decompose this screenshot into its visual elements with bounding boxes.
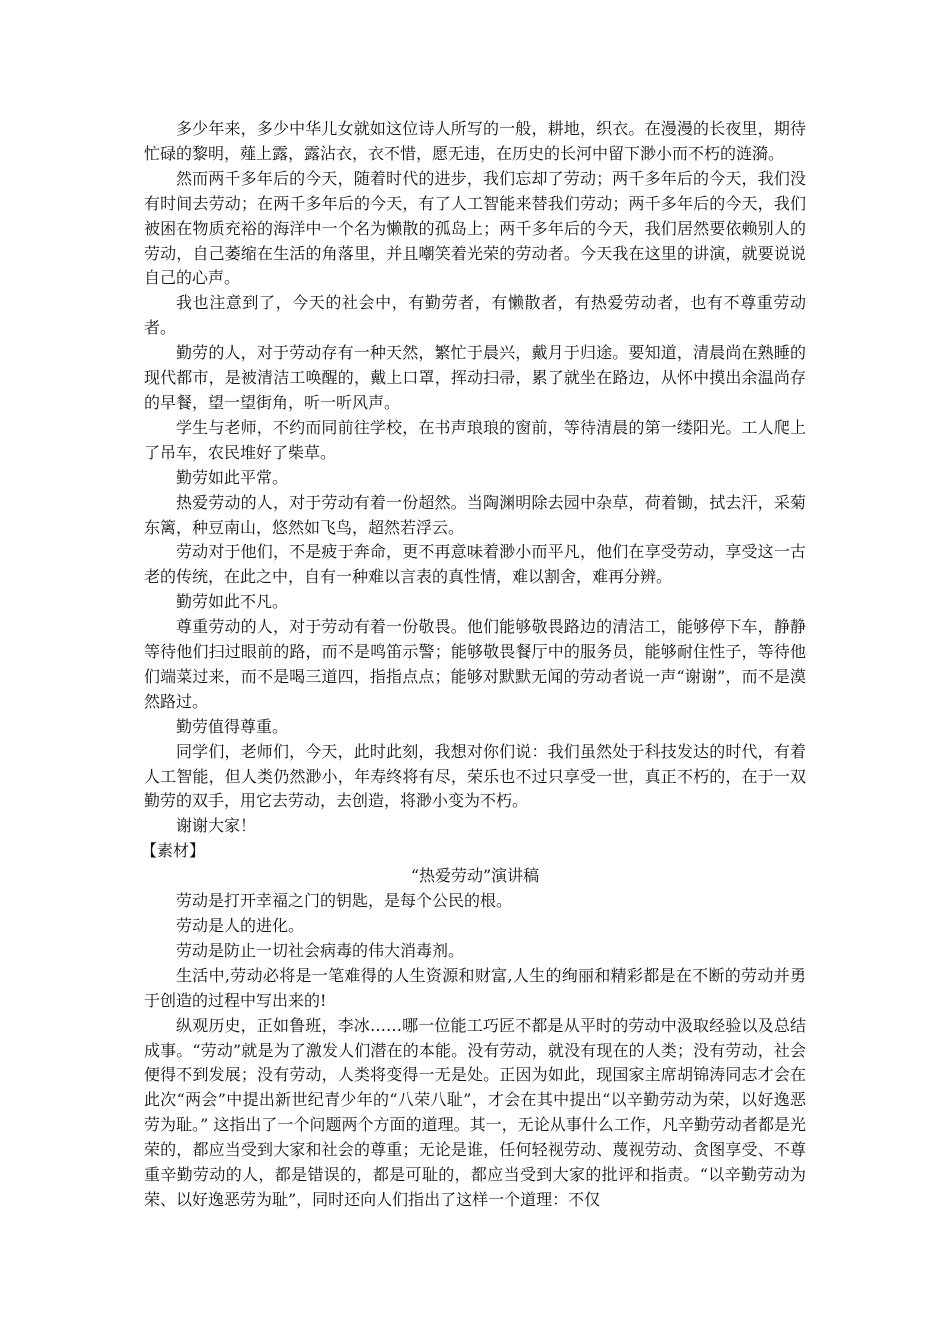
speech-paragraph: 我也注意到了，今天的社会中，有勤劳者，有懒散者，有热爱劳动者，也有不尊重劳动者。	[144, 293, 806, 338]
speech-paragraph: 劳动对于他们，不是疲于奔命，更不再意味着渺小而平凡，他们在享受劳动，享受这一古老的传统，在此之中，自有一种难以言表的真性情，难以割舍，难再分辨。	[144, 542, 806, 587]
document-page	[141, 117, 806, 1213]
speech-paragraph: 勤劳如此平常。	[176, 467, 289, 487]
speech-paragraph: 多少年来，多少中华儿女就如这位诗人所写的一般，耕地，织衣。在漫漫的长夜里，期待忙碌的黎明，薤上露，露沾衣，衣不惜，愿无违，在历史的长河中留下渺小而不朽的涟漪。	[144, 119, 806, 163]
speech-paragraph: 学生与老师，不约而同前往学校，在书声琅琅的窗前，等待清晨的第一缕阳光。工人爬上了吊车，农民堆好了柴草。	[144, 417, 806, 462]
material-paragraph: 劳动是人的进化。	[176, 916, 305, 935]
speech-paragraph: 勤劳的人，对于劳动存有一种天然，繁忙于晨兴，戴月于归途。要知道，清晨尚在熟睡的现代都市，是被清洁工唤醒的，戴上口罩，挥动扫帚，累了就坐在路边，从怀中摸出余温尚存的早餐，望一望街角，听一听风声。	[144, 343, 806, 412]
material-paragraph: 纵观历史，正如鲁班，李冰……哪一位能工巧匠不都是从平时的劳动中汲取经验以及总结成事。“劳动”就是为了激发人们潜在的本能。没有劳动，就没有现在的人类；没有劳动，社会便得不到发展；没有劳动，人类将变得一无是处。正因为如此，现国家主席胡锦涛同志才会在此次“两会”中提出新世纪青少年的“八荣八耻”，才会在其中提出“以辛勤劳动为荣，以好逸恶劳为耻。” 这指出了一个问题两个方面的道理。其一，无论从事什么工作，凡辛勤劳动者都是光荣的，都应当受到大家和社会的尊重；无论是谁，任何轻视劳动、蔑视劳动、贪图享受、不尊重辛勤劳动的人，都是错误的，都是可耻的，都应当受到大家的批评和指责。“以辛勤劳动为荣、以好逸恶劳为耻”，同时还向人们指出了这样一个道理：不仅	[144, 1015, 806, 1209]
material-title: “热爱劳动”演讲稿	[410, 866, 540, 886]
speech-paragraph: 同学们，老师们，今天，此时此刻，我想对你们说：我们虽然处于科技发达的时代，有着人工智能，但人类仍然渺小，年寿终将有尽，荣乐也不过只享受一世，真正不朽的，在于一双勤劳的双手，用它去劳动，去创造，将渺小变为不朽。	[144, 741, 806, 811]
speech-paragraph: 热爱劳动的人，对于劳动有着一份超然。当陶渊明除去园中杂草，荷着锄，拭去汗，采菊东篱，种豆南山，悠然如飞鸟，超然若浮云。	[144, 492, 806, 537]
speech-paragraph: 谢谢大家！	[176, 816, 257, 836]
material-paragraph: 劳动是防止一切社会病毒的伟大消毒剂。	[176, 940, 465, 960]
speech-paragraph: 勤劳如此不凡。	[176, 592, 289, 612]
material-paragraph: 劳动是打开幸福之门的钥匙，是每个公民的根。	[176, 891, 513, 911]
material-paragraph: 生活中,劳动必将是一笔难得的人生资源和财富,人生的绚丽和精彩都是在不断的劳动并勇于创造的过程中写出来的!	[144, 965, 806, 1010]
speech-paragraph: 然而两千多年后的今天，随着时代的进步，我们忘却了劳动；两千多年后的今天，我们没有时间去劳动；在两千多年后的今天，有了人工智能来替我们劳动；两千多年后的今天，我们被困在物质充裕的海洋中一个名为懒散的孤岛上；两千多年后的今天，我们居然要依赖别人的劳动，自己萎缩在生活的角落里，并且嘲笑着光荣的劳动者。今天我在这里的讲演，就要说说自己的心声。	[144, 168, 806, 288]
speech-paragraph: 勤劳值得尊重。	[176, 716, 289, 736]
material-label: 【素材】	[141, 841, 206, 861]
speech-paragraph: 尊重劳动的人，对于劳动有着一份敬畏。他们能够敬畏路边的清洁工，能够停下车，静静等待他们扫过眼前的路，而不是鸣笛示警；能够敬畏餐厅中的服务员，能够耐住性子，等待他们端菜过来，而不是喝三道四，指指点点；能够对默默无闻的劳动者说一声“谢谢”，而不是漠然路过。	[144, 617, 806, 711]
